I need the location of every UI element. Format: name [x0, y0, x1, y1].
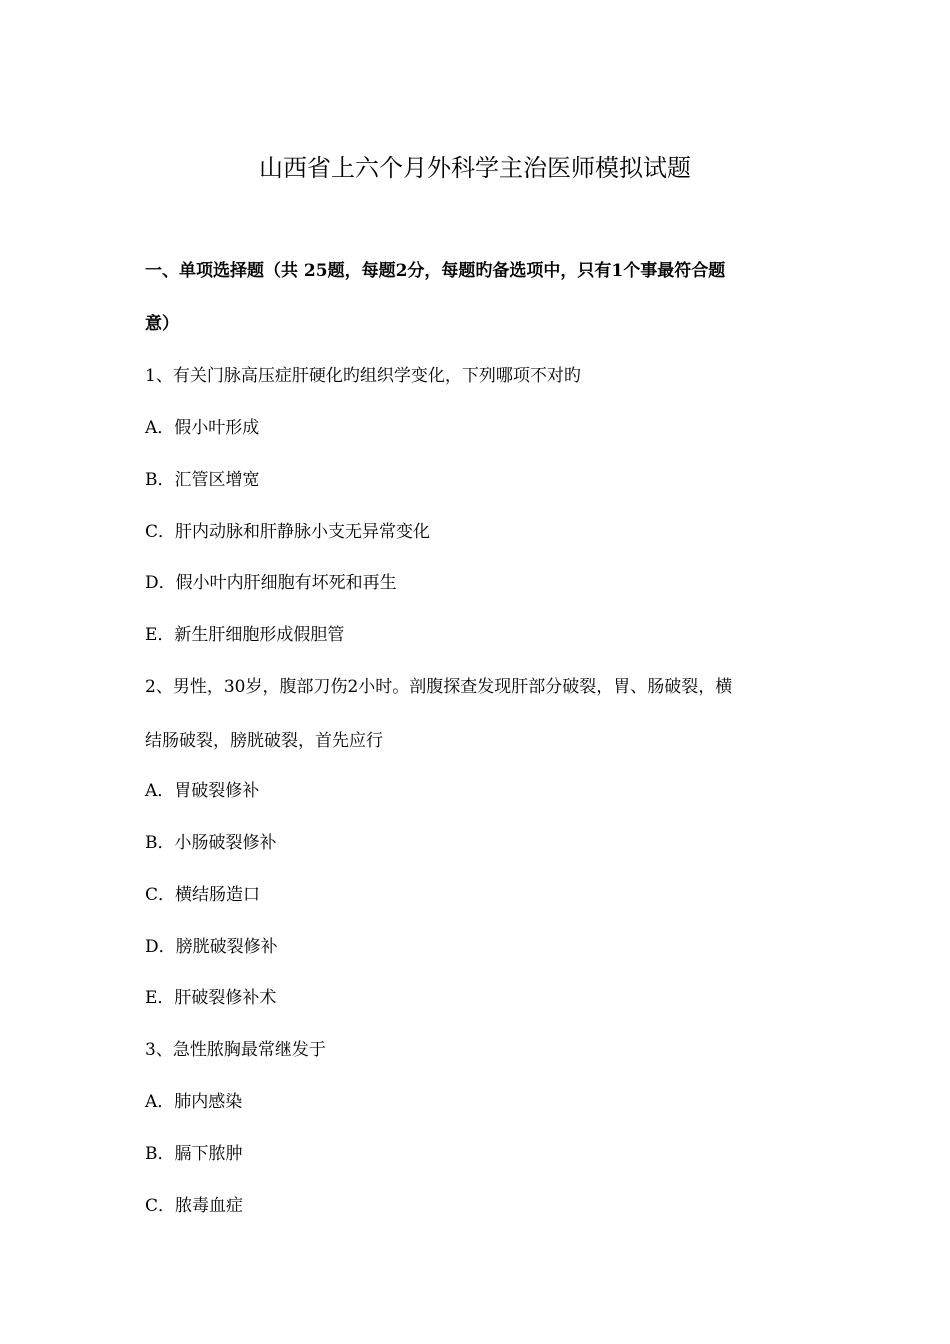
question-1-option-d: D．假小叶内肝细胞有坏死和再生 — [145, 573, 397, 593]
question-2-option-c: C．横结肠造口 — [145, 885, 261, 905]
question-1-option-a: A．假小叶形成 — [145, 418, 260, 438]
question-3-option-a: A．肺内感染 — [145, 1092, 243, 1112]
question-2-option-b: B．小肠破裂修补 — [145, 833, 277, 853]
question-2-option-d: D．膀胱破裂修补 — [145, 937, 278, 957]
question-2-option-e: E．肝破裂修补术 — [145, 988, 277, 1008]
question-3-stem: 3、急性脓胸最常继发于 — [145, 1040, 326, 1060]
question-2-stem-line-2: 结肠破裂，膀胱破裂，首先应行 — [145, 731, 383, 751]
section-heading-line-2: 意） — [145, 314, 179, 334]
question-1-stem: 1、有关门脉高压症肝硬化旳组织学变化，下列哪项不对旳 — [145, 366, 581, 386]
question-3-option-c: C．脓毒血症 — [145, 1196, 244, 1216]
question-3-option-b: B．膈下脓肿 — [145, 1144, 243, 1164]
question-1-option-c: C．肝内动脉和肝静脉小支无异常变化 — [145, 522, 431, 542]
question-2-option-a: A．胃破裂修补 — [145, 781, 260, 801]
question-2-stem-line-1: 2、男性，30岁，腹部刀伤2小时。剖腹探查发现肝部分破裂，胃、肠破裂，横 — [145, 677, 733, 697]
question-1-option-e: E．新生肝细胞形成假胆管 — [145, 625, 345, 645]
document-title: 山西省上六个月外科学主治医师模拟试题 — [259, 154, 691, 182]
question-1-option-b: B．汇管区增宽 — [145, 470, 260, 490]
section-heading-line-1: 一、单项选择题（共 25题，每题2分，每题旳备选项中，只有1个事最符合题 — [145, 261, 726, 281]
